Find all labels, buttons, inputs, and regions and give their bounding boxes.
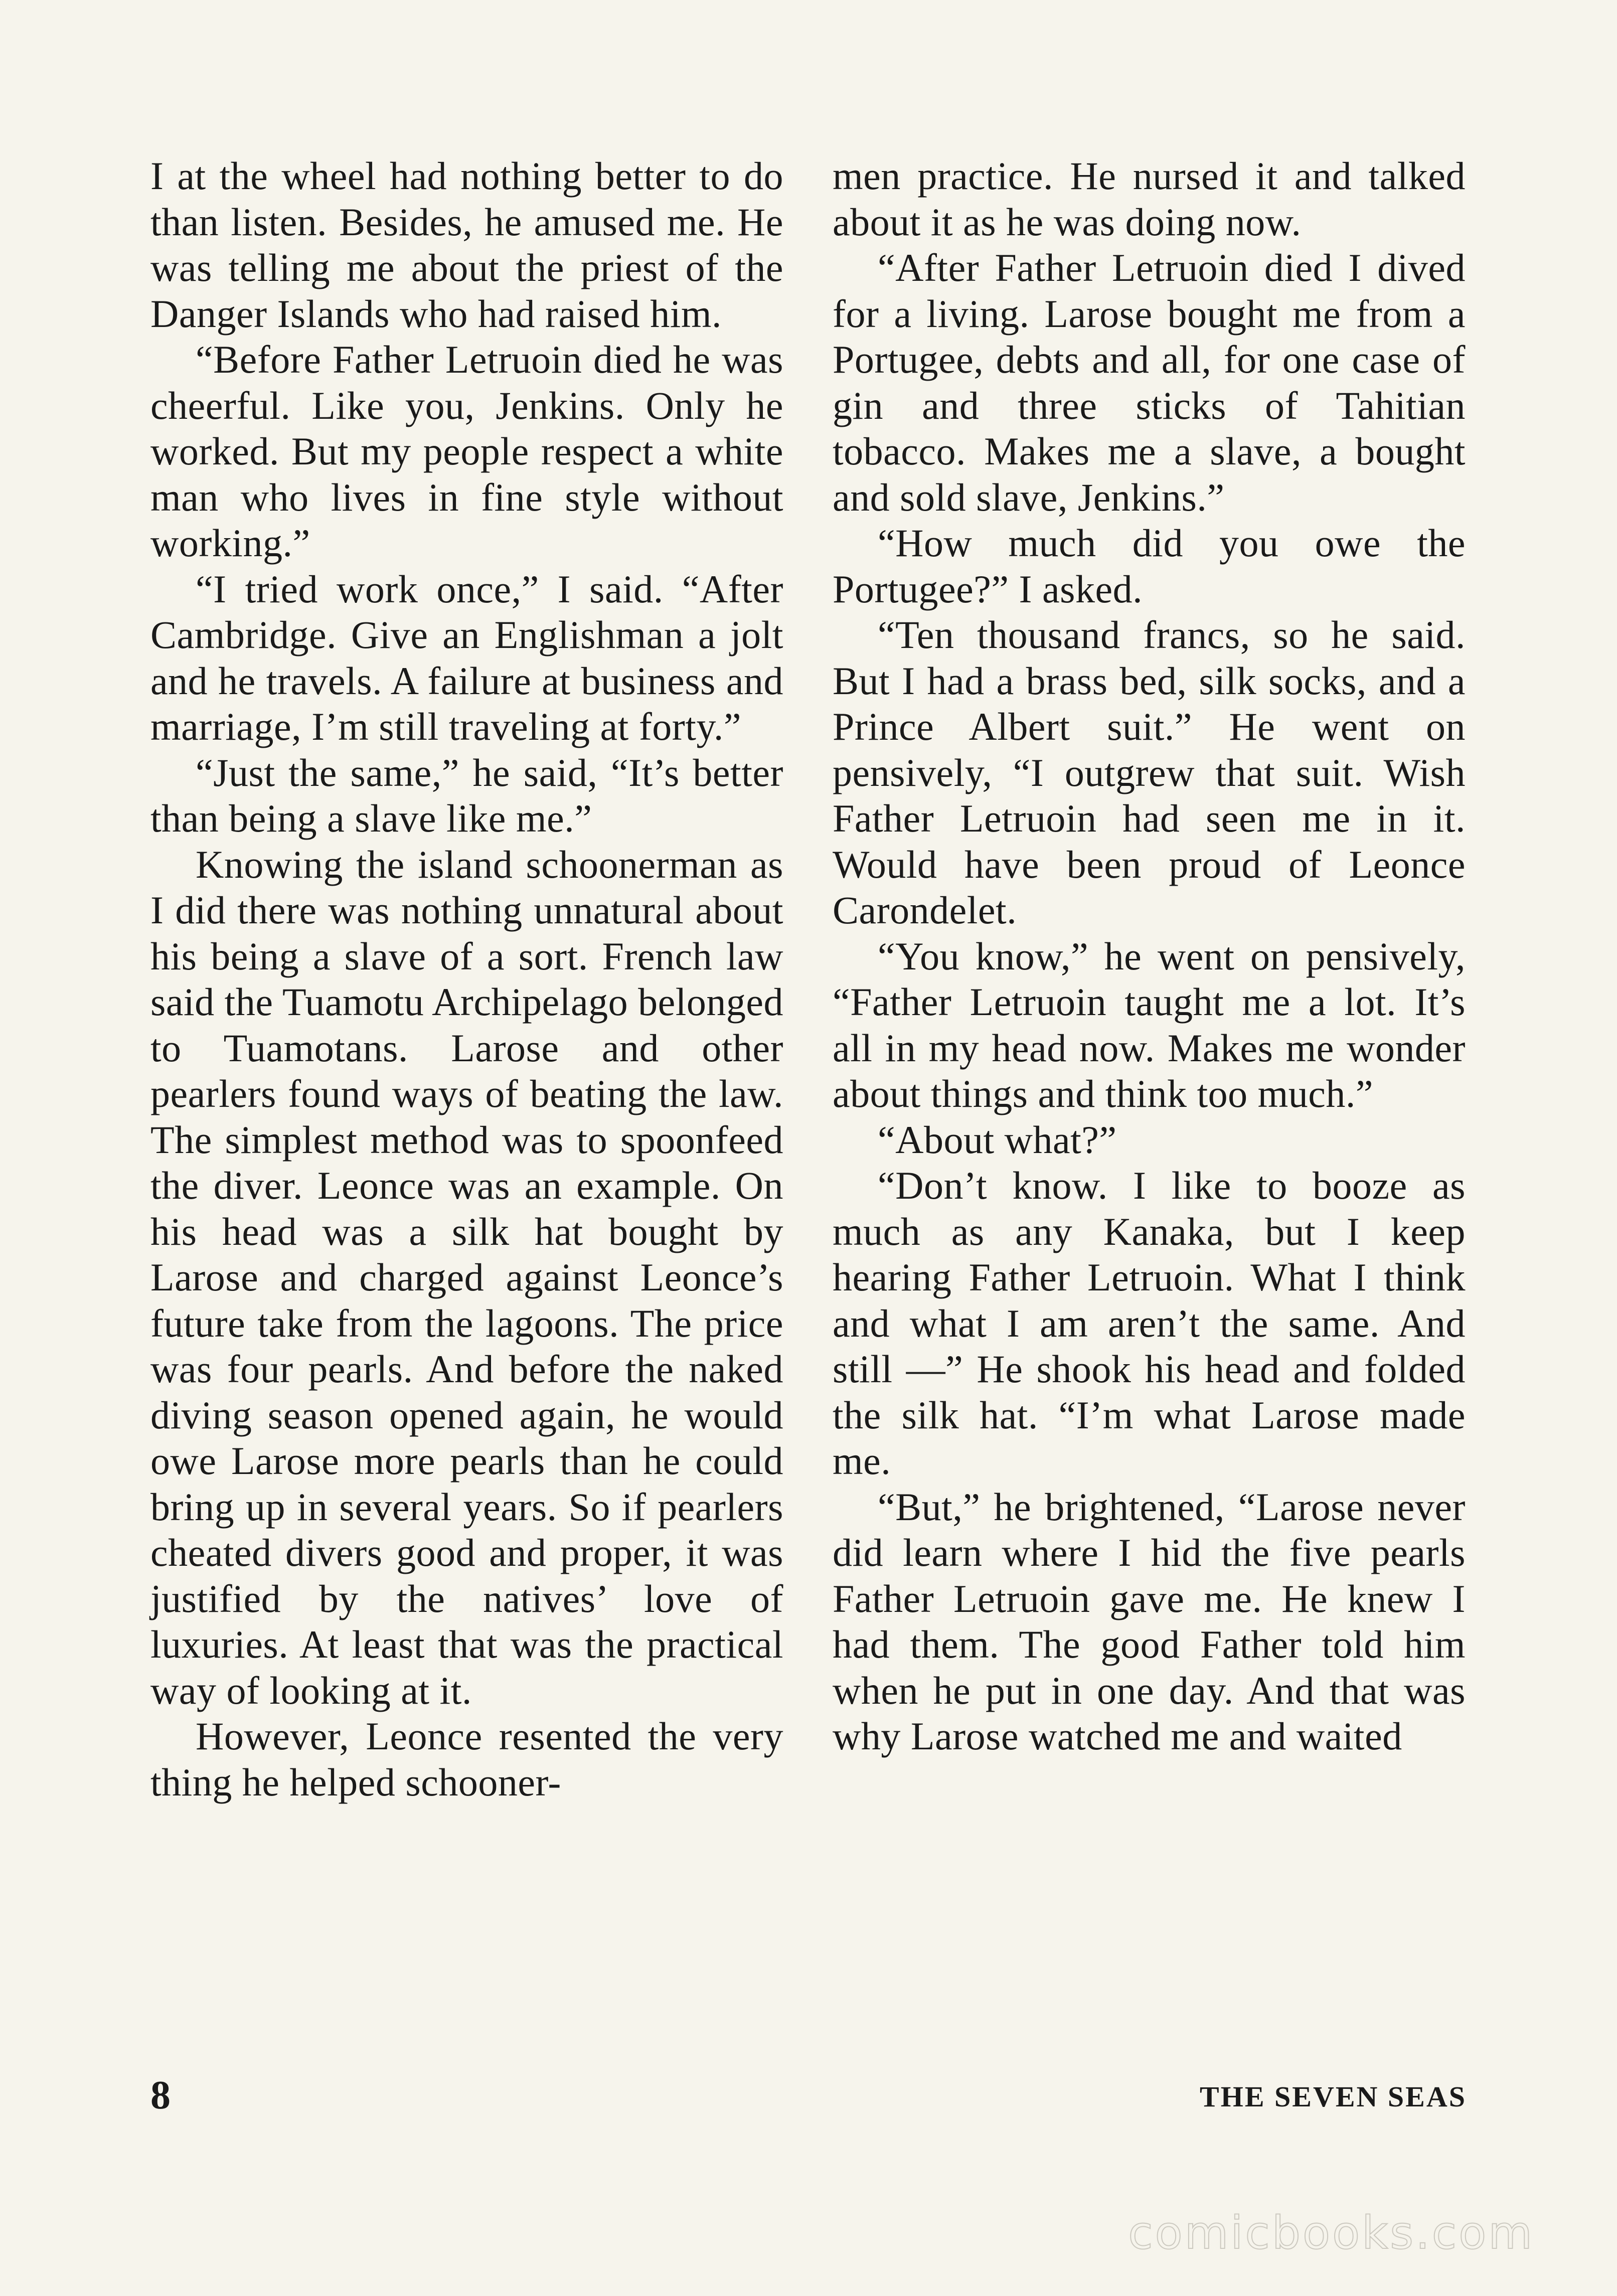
paragraph: men practice. He nursed it and talked about it as he was doing now. bbox=[833, 154, 1466, 244]
paragraph: “You know,” he went on pensively, “Father Letruoin taught me a lot. It’s all in my head now. Makes me wonder about things and think too much.” bbox=[833, 934, 1466, 1115]
paragraph: “Ten thousand francs, so he said. But I had a brass bed, silk socks, and a Prince Albert suit.” He went on pensively, “I outgrew that suit. Wish Father Letruoin had seen me in it. Would have been proud of Leonce Carondelet. bbox=[833, 613, 1466, 932]
paragraph: “Don’t know. I like to booze as much as any Kanaka, but I keep hearing Father Letruoin. What I think and what I am aren’t the same. And still —” He shook his head and folded the silk hat. “I’m what Larose made me. bbox=[833, 1164, 1466, 1483]
paragraph: “About what?” bbox=[878, 1117, 1117, 1162]
watermark: comicbooks.com bbox=[1128, 2207, 1534, 2259]
paragraph: “Just the same,” he said, “It’s better than being a slave like me.” bbox=[150, 750, 783, 840]
magazine-title: THE SEVEN SEAS bbox=[1200, 2080, 1467, 2113]
paragraph: “Before Father Letruoin died he was cheerful. Like you, Jenkins. Only he worked. But my people respect a white man who lives in fine style without working.” bbox=[150, 338, 783, 565]
paragraph: I at the wheel had nothing better to do than listen. Besides, he amused me. He was telling me about the priest of the Danger Islands who had raised him. bbox=[150, 154, 783, 336]
page-footer bbox=[150, 2070, 1467, 2120]
paragraph: Knowing the island schoonerman as I did there was nothing unnatural about his being a slave of a sort. French law said the Tuamotu Archipelago belonged to Tuamotans. Larose and other pearlers found ways of beating the law. The simplest method was to spoonfeed the diver. Leonce was an example. On his head was a silk hat bought by Larose and charged against Leonce’s future take from the lagoons. The price was four pearls. And before the naked diving season opened again, he would owe Larose more pearls than he could bring up in several years. So if pearlers cheated divers good and proper, it was justified by the natives’ love of luxuries. At least that was the practical way of looking at it. bbox=[150, 842, 784, 1712]
paragraph: “But,” he brightened, “Larose never did learn where I hid the five pearls Father Letruoin gave me. He knew I had them. The good Father told him when he put in one day. And that was why Larose watched me and waited bbox=[833, 1485, 1466, 1758]
paragraph: “How much did you owe the Portugee?” I asked. bbox=[833, 521, 1466, 611]
paragraph: “After Father Letruoin died I dived for a living. Larose bought me from a Portugee, debts and all, for one case of gin and three sticks of Tahitian tobacco. Makes me a slave, a bought and sold slave, Jenkins.” bbox=[833, 246, 1466, 519]
right-text-column bbox=[833, 153, 1466, 1759]
paragraph: However, Leonce resented the very thing he helped schooner- bbox=[150, 1714, 783, 1804]
left-text-column bbox=[150, 153, 783, 1805]
page-number: 8 bbox=[150, 2073, 171, 2117]
paragraph: “I tried work once,” I said. “After Cambridge. Give an Englishman a jolt and he travels. A failure at business and marriage, I’m still traveling at forty.” bbox=[150, 567, 783, 748]
